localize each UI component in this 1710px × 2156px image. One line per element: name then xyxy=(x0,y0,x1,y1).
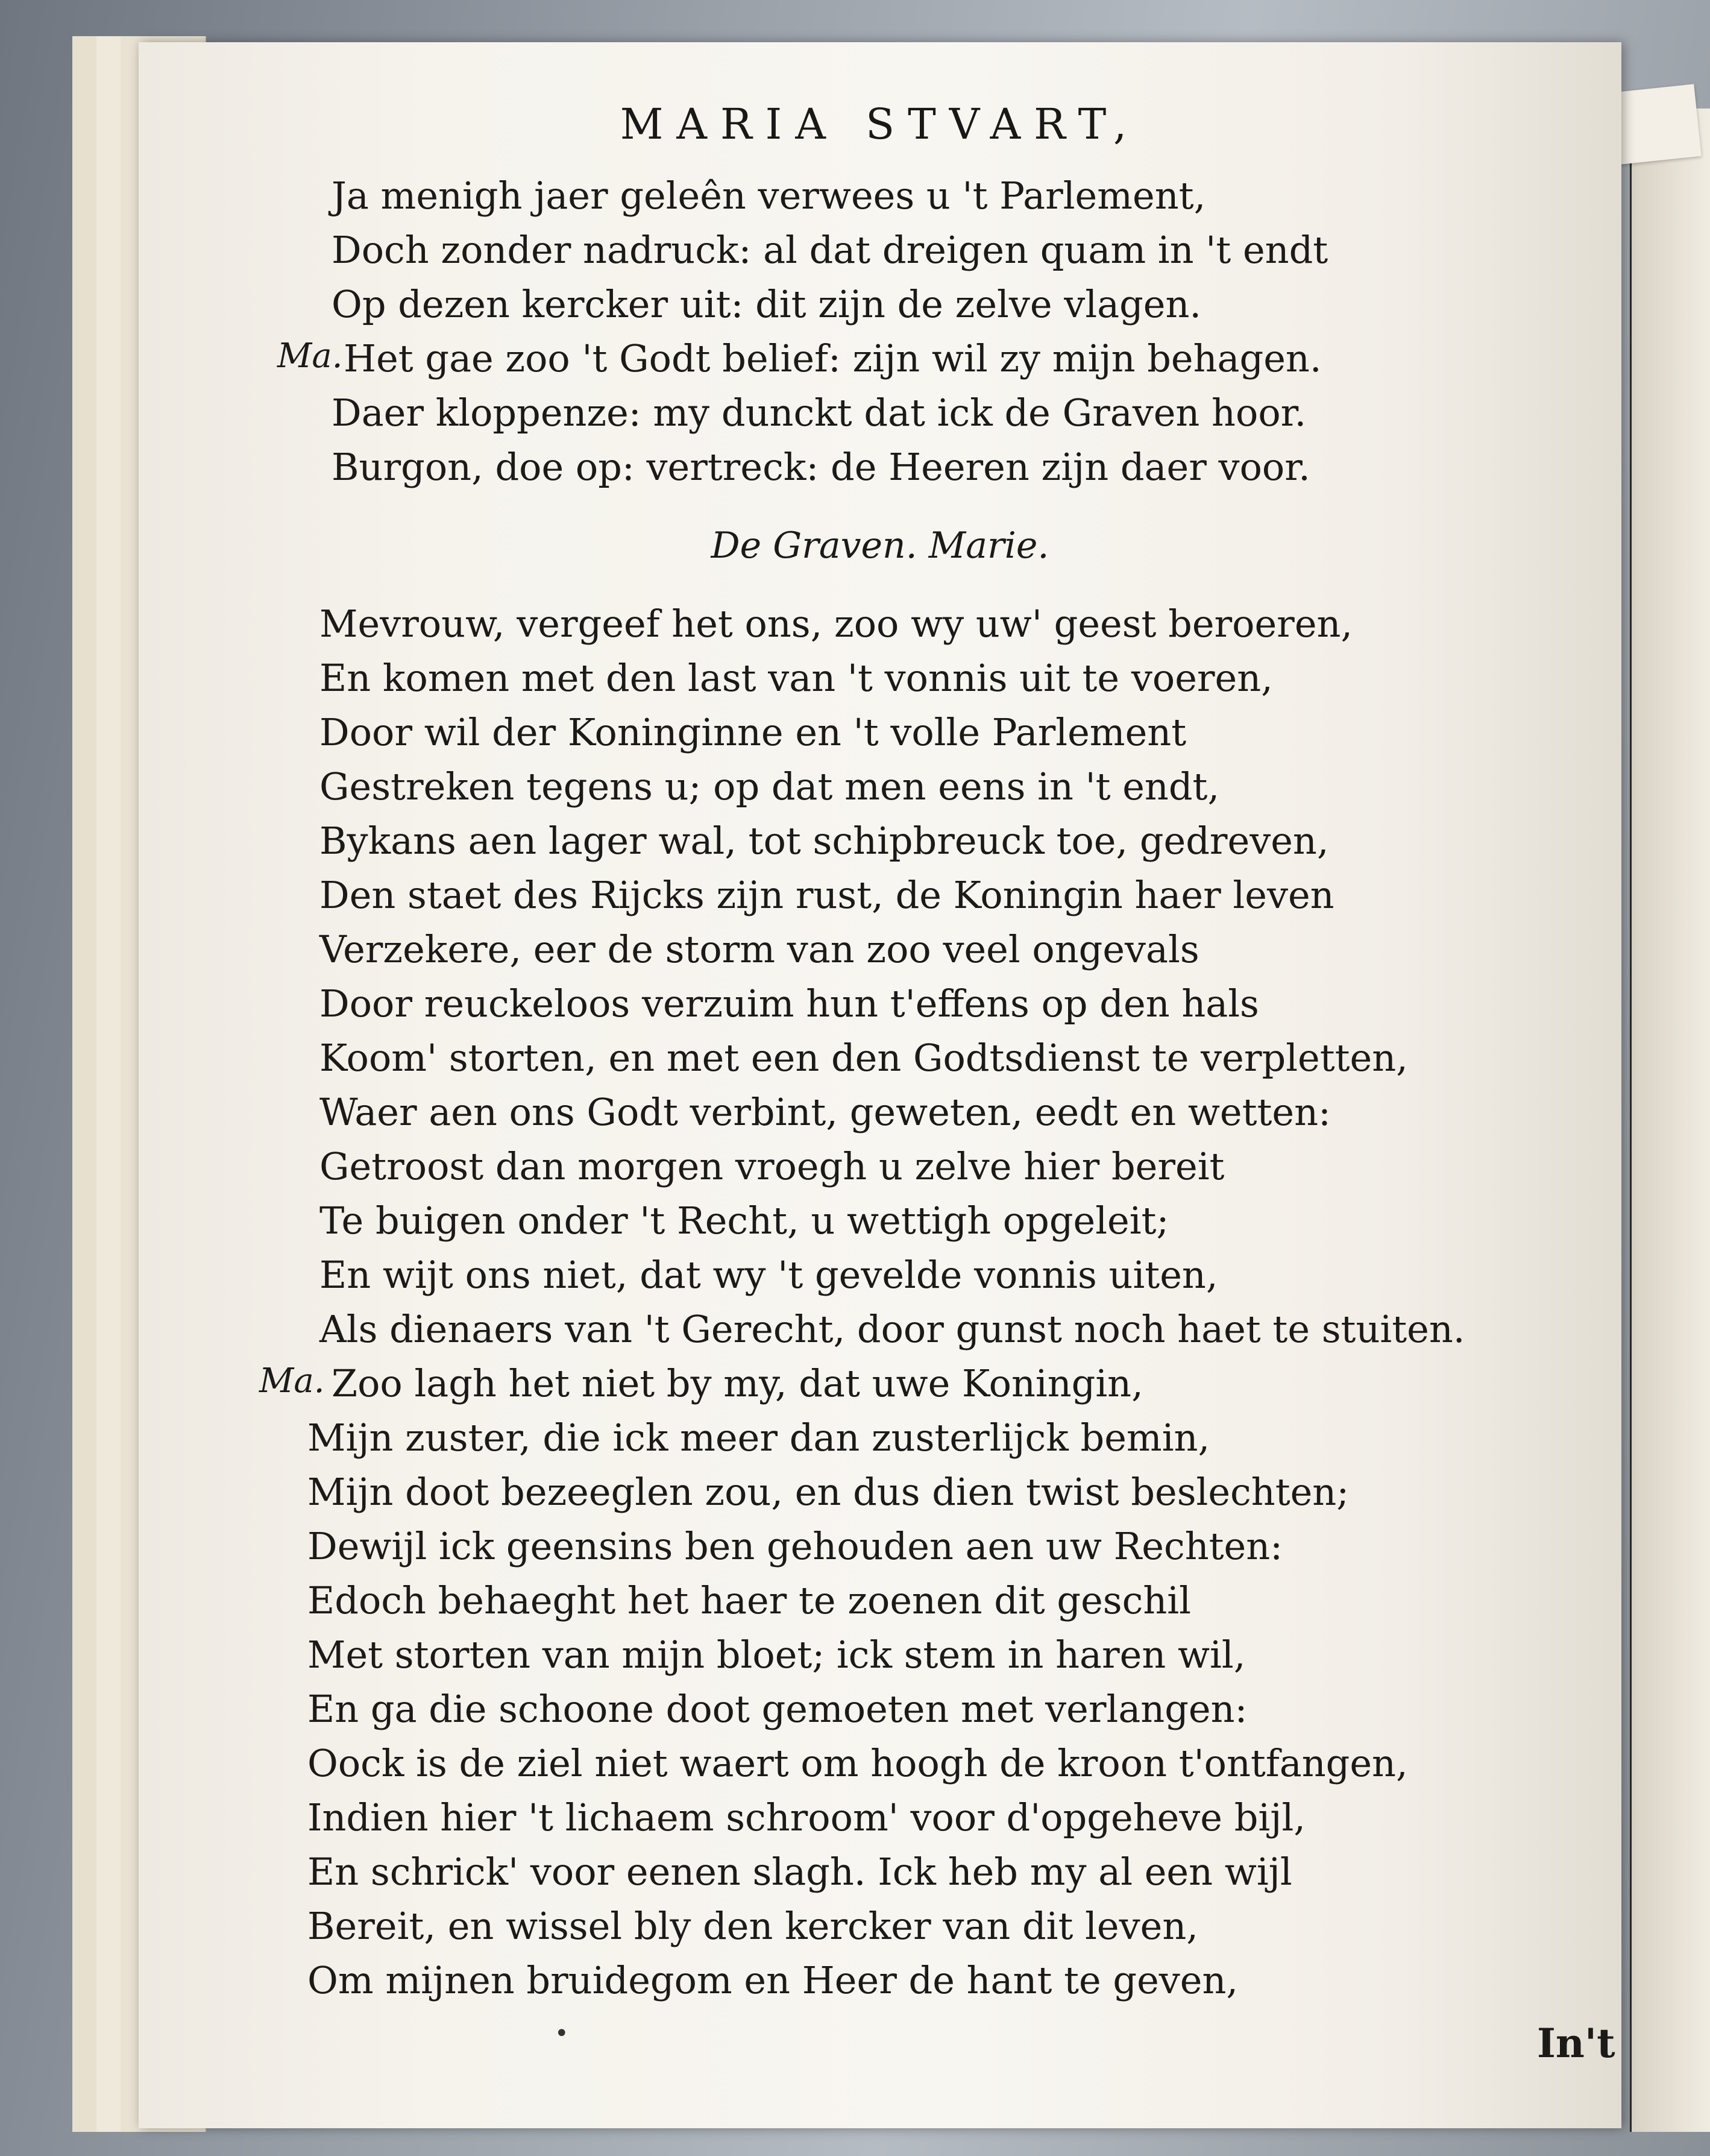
verse-line: Als dienaers van 't Gerecht, door gunst noch haet te stuiten. xyxy=(319,1307,1465,1351)
verse-line: Waer aen ons Godt verbint, geweten, eedt en wetten: xyxy=(319,1090,1331,1134)
verse-line: Zoo lagh het niet by my, dat uwe Koningin, xyxy=(332,1361,1143,1405)
verse-line: Burgon, doe op: vertreck: de Heeren zijn daer voor. xyxy=(332,445,1310,489)
page-text xyxy=(139,42,1621,2128)
speaker-label: Ma. xyxy=(277,336,343,376)
verse-line: Dewijl ick geensins ben gehouden aen uw Rechten: xyxy=(307,1524,1283,1568)
verse-line: Met storten van mijn bloet; ick stem in haren wil, xyxy=(307,1633,1246,1677)
verse-line: Mevrouw, vergeef het ons, zoo wy uw' geest beroeren, xyxy=(319,602,1353,646)
verse-line: Door wil der Koninginne en 't volle Parlement xyxy=(319,710,1187,754)
verse-line: Mijn zuster, die ick meer dan zusterlijck bemin, xyxy=(307,1416,1210,1460)
verse-line: Op dezen kercker uit: dit zijn de zelve vlagen. xyxy=(332,282,1202,326)
verse-line: Koom' storten, en met een den Godtsdienst te verpletten, xyxy=(319,1036,1408,1080)
verse-line: Getroost dan morgen vroegh u zelve hier bereit xyxy=(319,1144,1225,1188)
book-page xyxy=(139,42,1621,2128)
verse-line: En schrick' voor eenen slagh. Ick heb my al een wijl xyxy=(307,1850,1292,1894)
verse-line: Gestreken tegens u; op dat men eens in 't endt, xyxy=(319,764,1220,808)
verse-line: Om mijnen bruidegom en Heer de hant te geven, xyxy=(307,1958,1239,2002)
verse-line: En komen met den last van 't vonnis uit te voeren, xyxy=(319,656,1273,700)
ink-speck: • xyxy=(555,2020,569,2047)
verse-line: Door reuckeloos verzuim hun t'effens op den hals xyxy=(319,982,1259,1026)
facing-page-sliver xyxy=(1630,109,1710,2132)
verse-line: En wijt ons niet, dat wy 't gevelde vonnis uiten, xyxy=(319,1253,1218,1297)
verse-line: Bykans aen lager wal, tot schipbreuck toe, gedreven, xyxy=(319,819,1329,863)
verse-line: Verzekere, eer de storm van zoo veel ongevals xyxy=(319,927,1199,971)
verse-line: En ga die schoone doot gemoeten met verlangen: xyxy=(307,1687,1248,1731)
speaker-label: Ma. xyxy=(259,1361,325,1401)
running-head: MARIA STVART, xyxy=(620,99,1140,149)
verse-line: Indien hier 't lichaem schroom' voor d'opgeheve bijl, xyxy=(307,1795,1306,1839)
verse-line: Te buigen onder 't Recht, u wettigh opgeleit; xyxy=(319,1199,1169,1243)
verse-line: Oock is de ziel niet waert om hoogh de kroon t'ontfangen, xyxy=(307,1741,1408,1785)
stage-direction: De Graven. Marie. xyxy=(711,525,1049,567)
verse-line: Het gae zoo 't Godt belief: zijn wil zy mijn behagen. xyxy=(344,336,1322,380)
verse-line: Daer kloppenze: my dunckt dat ick de Graven hoor. xyxy=(332,391,1307,435)
catchword: In't xyxy=(1537,2020,1615,2067)
verse-line: Doch zonder nadruck: al dat dreigen quam in 't endt xyxy=(332,228,1328,272)
verse-line: Edoch behaeght het haer te zoenen dit geschil xyxy=(307,1578,1191,1622)
verse-line: Den staet des Rijcks zijn rust, de Koningin haer leven xyxy=(319,873,1334,917)
verse-line: Ja menigh jaer geleên verwees u 't Parlement, xyxy=(332,174,1206,218)
verse-line: Bereit, en wissel bly den kercker van dit leven, xyxy=(307,1904,1198,1948)
verse-line: Mijn doot bezeeglen zou, en dus dien twist beslechten; xyxy=(307,1470,1350,1514)
